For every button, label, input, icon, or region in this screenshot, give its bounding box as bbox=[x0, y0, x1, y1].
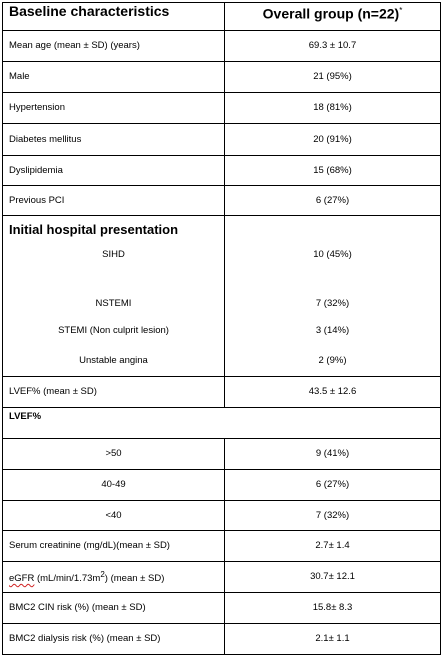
presentation-cell-sihd bbox=[3, 216, 225, 276]
header-overall-group bbox=[225, 3, 441, 31]
presentation-section-title: Initial hospital presentation bbox=[9, 222, 179, 237]
egfr-unit-post: ) (mean ± SD) bbox=[104, 573, 165, 585]
row-value-lvef-mean: 43.5 ± 12.6 bbox=[225, 377, 441, 408]
row-label-bmc2-cin: BMC2 CIN risk (%) (mean ± SD) bbox=[3, 593, 225, 624]
table-row bbox=[3, 562, 441, 593]
row-label-bmc2-dialysis: BMC2 dialysis risk (%) (mean ± SD) bbox=[3, 624, 225, 655]
presentation-row-unstable-angina bbox=[3, 347, 441, 377]
table-row bbox=[3, 439, 441, 470]
row-value-dyslipidemia: 15 (68%) bbox=[225, 156, 441, 186]
lvef-value-lt40: 7 (32%) bbox=[225, 501, 441, 531]
presentation-value-stemi: 3 (14%) bbox=[225, 316, 441, 347]
presentation-label-sihd: SIHD bbox=[102, 249, 125, 260]
table-row bbox=[3, 470, 441, 501]
egfr-unit-superscript: 2 bbox=[100, 569, 105, 579]
row-label-hypertension: Hypertension bbox=[3, 93, 225, 124]
row-value-serum-creatinine: 2.7± 1.4 bbox=[225, 531, 441, 562]
table-row bbox=[3, 624, 441, 655]
row-label-dyslipidemia: Dyslipidemia bbox=[3, 156, 225, 186]
presentation-label-nstemi: NSTEMI bbox=[3, 276, 225, 316]
presentation-value-nstemi: 7 (32%) bbox=[225, 276, 441, 316]
lvef-section-row bbox=[3, 408, 441, 439]
presentation-row-nstemi bbox=[3, 276, 441, 316]
table-row bbox=[3, 62, 441, 93]
row-value-bmc2-cin: 15.8± 8.3 bbox=[225, 593, 441, 624]
table-row bbox=[3, 377, 441, 408]
row-label-previous-pci: Previous PCI bbox=[3, 186, 225, 216]
presentation-row-sihd bbox=[3, 216, 441, 276]
header-baseline-characteristics: Baseline characteristics bbox=[3, 3, 225, 31]
baseline-characteristics-table bbox=[2, 2, 441, 655]
table-row bbox=[3, 93, 441, 124]
row-label-mean-age: Mean age (mean ± SD) (years) bbox=[3, 31, 225, 62]
lvef-label-lt40: <40 bbox=[3, 501, 225, 531]
egfr-unit-pre: (mL/min/1.73m bbox=[34, 573, 101, 585]
lvef-value-gt50: 9 (41%) bbox=[225, 439, 441, 470]
row-value-male: 21 (95%) bbox=[225, 62, 441, 93]
row-label-lvef-mean: LVEF% (mean ± SD) bbox=[3, 377, 225, 408]
table-row bbox=[3, 124, 441, 156]
presentation-value-sihd: 10 (45%) bbox=[225, 216, 441, 276]
presentation-label-stemi: STEMI (Non culprit lesion) bbox=[3, 316, 225, 347]
table-row bbox=[3, 593, 441, 624]
table-row bbox=[3, 156, 441, 186]
egfr-abbreviation: eGFR bbox=[9, 573, 35, 585]
header-footnote-marker: * bbox=[399, 6, 403, 15]
row-value-bmc2-dialysis: 2.1± 1.1 bbox=[225, 624, 441, 655]
row-value-diabetes: 20 (91%) bbox=[225, 124, 441, 156]
header-overall-group-label: Overall group (n=22) bbox=[262, 5, 400, 22]
table-row bbox=[3, 31, 441, 62]
presentation-value-unstable-angina: 2 (9%) bbox=[225, 347, 441, 377]
row-label-serum-creatinine: Serum creatinine (mg/dL)(mean ± SD) bbox=[3, 531, 225, 562]
lvef-label-40-49: 40-49 bbox=[3, 470, 225, 501]
lvef-label-gt50: >50 bbox=[3, 439, 225, 470]
table-row bbox=[3, 186, 441, 216]
row-value-hypertension: 18 (81%) bbox=[225, 93, 441, 124]
row-label-male: Male bbox=[3, 62, 225, 93]
row-value-mean-age: 69.3 ± 10.7 bbox=[225, 31, 441, 62]
table-row bbox=[3, 501, 441, 531]
row-value-previous-pci: 6 (27%) bbox=[225, 186, 441, 216]
table-header-row bbox=[3, 3, 441, 31]
table-row bbox=[3, 531, 441, 562]
presentation-row-stemi bbox=[3, 316, 441, 347]
lvef-value-40-49: 6 (27%) bbox=[225, 470, 441, 501]
row-label-egfr bbox=[3, 562, 225, 593]
presentation-label-unstable-angina: Unstable angina bbox=[3, 347, 225, 377]
row-value-egfr: 30.7± 12.1 bbox=[225, 562, 441, 593]
row-label-diabetes: Diabetes mellitus bbox=[3, 124, 225, 156]
lvef-section-title: LVEF% bbox=[3, 408, 441, 439]
